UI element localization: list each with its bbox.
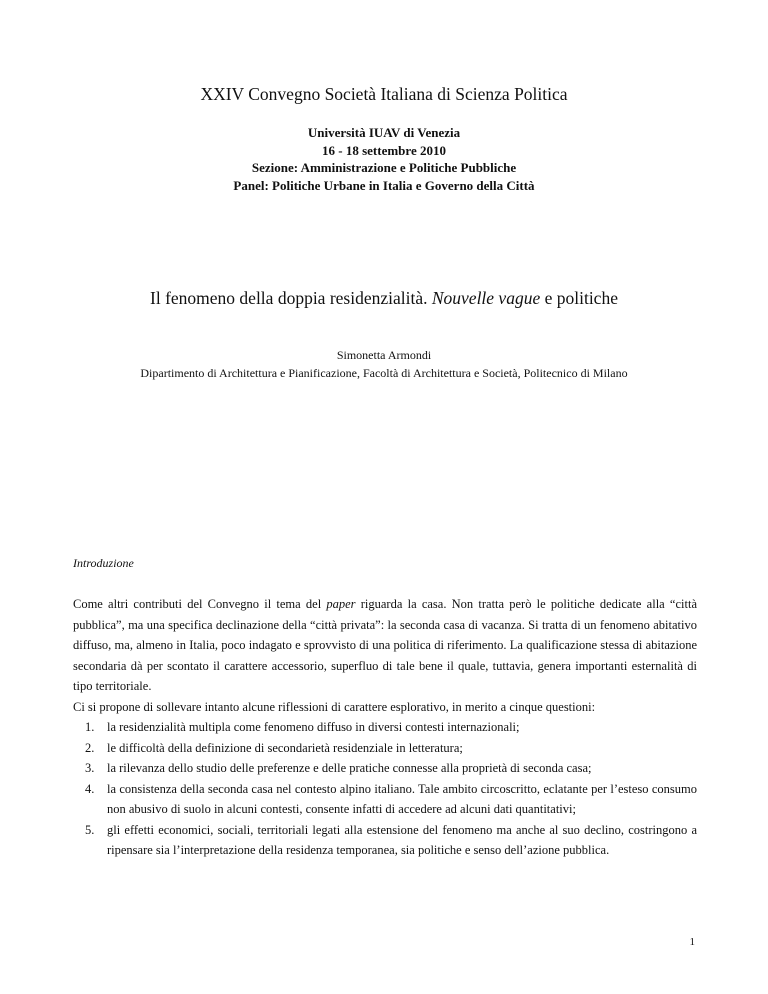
paragraph-questions-intro: Ci si propone di sollevare intanto alcune riflessioni di carattere esplorativo, in merito a cinque questioni:	[73, 699, 596, 714]
list-item	[85, 758, 697, 779]
list-item-text: la residenzialità multipla come fenomeno diffuso in diversi contesti internazionali;	[107, 720, 520, 734]
meta-section: Sezione: Amministrazione e Politiche Pubbliche	[251, 160, 517, 175]
paragraph-intro-italic: paper	[326, 597, 356, 611]
list-item	[85, 820, 697, 861]
author-affiliation: Dipartimento di Architettura e Pianificazione, Facoltà di Architettura e Società, Politecnico di Milano	[140, 365, 628, 380]
section-heading: Introduzione	[73, 556, 134, 570]
paragraph-intro-rest: riguarda la casa. Non tratta però le politiche dedicate alla “città pubblica”, ma una specifica declinazione della “città privata”: la seconda casa di vacanza. Si tratta di un fenomeno abitativo diffuso, ma, almeno in Italia, poco indagato e sprovvisto di una politica di riferimento. La qualificazione stessa di abitazione secondaria dà per scontato il carattere accessorio, superfluo di tale bene il quale, tuttavia, genera importanti esternalità di tipo territoriale.	[73, 597, 697, 693]
list-item-text: le difficoltà della definizione di secondarietà residenziale in letteratura;	[107, 740, 463, 755]
conference-title: XXIV Convegno Società Italiana di Scienza Politica	[200, 84, 568, 104]
list-item-text: gli effetti economici, sociali, territoriali legati alla estensione del fenomeno ma anche al suo declino, costringono a ripensare sia l’interpretazione della residenza temporanea, sia politiche e senso dell’azione pubblica.	[107, 822, 697, 857]
paper-title	[0, 288, 768, 309]
list-item-text: la rilevanza dello studio delle preferenze e delle pratiche connesse alla proprietà di seconda casa;	[107, 761, 592, 775]
paper-title-main: Il fenomeno della doppia residenzialità.	[150, 288, 432, 308]
list-item-number: 4.	[85, 781, 95, 796]
questions-list	[73, 717, 697, 861]
author-name: Simonetta Armondi	[336, 348, 432, 362]
paragraph-intro	[73, 594, 697, 697]
paragraph-intro-start: Come altri contributi del Convegno il tema del	[73, 597, 327, 611]
author-block	[0, 347, 768, 382]
list-item	[85, 779, 697, 820]
list-item-number: 3.	[85, 761, 95, 775]
paper-title-italic: Nouvelle vague	[431, 288, 541, 308]
paper-title-end: e politiche	[540, 288, 618, 308]
list-item-number: 1.	[85, 720, 95, 734]
list-item	[85, 717, 697, 738]
list-item-text: la consistenza della seconda casa nel contesto alpino italiano. Tale ambito circoscritto, eclatante per l’esteso consumo non abusivo di suolo in alcuni contesti, consente infatti di accedere ad alcuni dati quantitativi;	[107, 781, 697, 816]
meta-dates: 16 - 18 settembre 2010	[322, 142, 446, 158]
meta-university: Università IUAV di Venezia	[307, 125, 461, 140]
list-item	[85, 738, 697, 759]
list-item-number: 2.	[85, 740, 95, 755]
conference-meta	[0, 124, 768, 194]
list-item-number: 5.	[85, 822, 95, 837]
meta-panel: Panel: Politiche Urbane in Italia e Governo della Città	[233, 177, 535, 193]
page-number: 1	[689, 936, 695, 948]
body-text	[73, 594, 697, 861]
